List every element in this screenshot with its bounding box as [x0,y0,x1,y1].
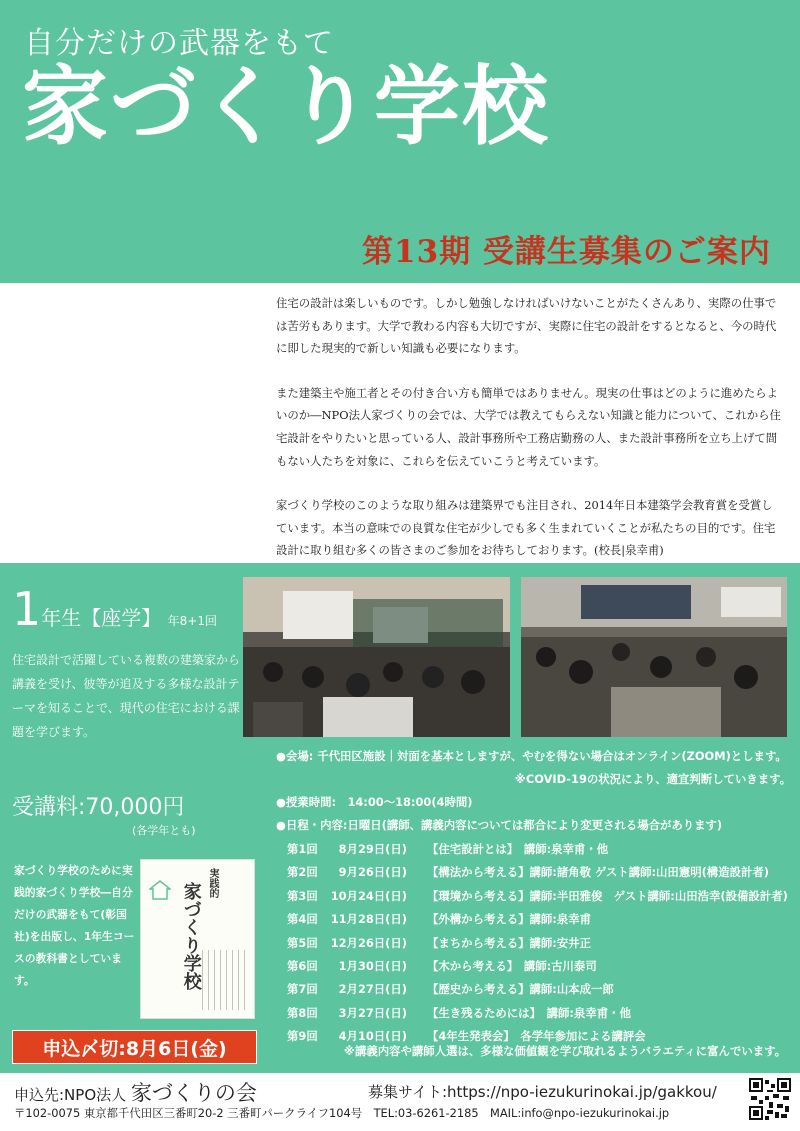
lecture-photo-1 [243,577,510,737]
apply-to [14,1077,257,1107]
book-cover [140,859,255,1019]
recruit-heading: 第13期 受講生募集のご案内 [362,234,771,270]
schedule-note: ※講義内容や講師人選は、多様な価値観を学び取れるようバラエティに富んでいます。 [343,1044,786,1058]
page-title: 家づくり学校 [22,57,550,157]
deadline-badge: 申込〆切:8月6日(金) [12,1030,257,1064]
session-content: 【住宅設計とは】 講師:泉幸甫・他 [427,842,609,856]
session-date: 3月27日(日) [338,1005,407,1020]
session-content: 【環境から考える】講師:半田雅俊 ゲスト講師:山田浩幸(設備設計者) [427,888,788,903]
contact-address: 〒102-0075 東京都千代田区三番町20-2 三番町パークライフ104号 TEL:03-6261-2185 MAIL:info@npo-iezukurinokai.jp [14,1106,670,1120]
course-info [276,745,791,837]
intro-text [276,292,781,584]
session-no: 第5回 [287,935,318,950]
session-content: 【まちから考える】講師:安井正 [427,935,592,950]
course-grade [12,582,217,636]
class-time: ●授業時間: 14:00～18:00(4時間) [276,795,473,809]
intro-paragraph-1: 住宅の設計は楽しいものです。しかし勉強しなければいけないことがたくさんあり、実際の仕事では苦労もあります。大学で教わる内容も大切ですが、実際に住宅の設計をするとなると、今の時代に即した現実的で新しい知識も必要になります。 [276,296,777,356]
fee-note: (各学年とも) [132,824,196,837]
session-content: 【4年生発表会】 各学年参加による講評会 [427,1029,646,1044]
grade-label: 年生 [41,606,82,630]
session-no: 第6回 [287,958,318,973]
session-date: 9月26日(日) [338,865,407,880]
session-no: 第1回 [287,842,318,856]
session-date: 12月26日(日) [330,935,407,950]
qr-code-icon[interactable] [749,1078,791,1120]
session-no: 第9回 [287,1029,318,1044]
session-no: 第3回 [287,888,318,903]
session-content: 【木から考える】 講師:古川泰司 [427,958,597,973]
book-description: 家づくり学校のために実践的家づくり学校―自分だけの武器をもて(彰国社)を出版し、1年生コースの教科書としています。 [14,864,135,987]
lecture-photo-2 [521,577,787,737]
session-no: 第2回 [287,865,318,880]
session-date: 4月10日(日) [338,1029,407,1044]
schedule-row [287,955,788,978]
venue-line: ●会場: 千代田区施設｜対面を基本としますが、やむを得ない場合はオンライン(ZOOM)とします。 [276,749,787,763]
grade-number: 1 [12,582,42,636]
book-cover-small: 実践的 [207,868,218,898]
session-date: 8月29日(日) [338,842,407,856]
schedule-row [287,932,788,955]
schedule-list [287,838,788,1049]
session-content: 【構法から考える】講師:諸角敬 ゲスト講師:山田憲明(構造設計者) [427,865,769,880]
apply-org: 家づくりの会 [130,1081,257,1105]
apply-prefix: 申込先:NPO法人 [14,1086,127,1104]
course-count: 年8+1回 [167,614,217,628]
session-date: 1月30日(日) [338,958,407,973]
house-icon [149,880,171,900]
session-content: 【生き残るためには】 講師:泉幸甫・他 [427,1005,631,1020]
session-date: 2月27日(日) [338,982,407,997]
schedule-heading: ●日程・内容:日曜日(講師、講義内容については都合により変更される場合があります) [276,818,723,832]
subtitle: 自分だけの武器をもて [24,26,334,61]
intro-paragraph-2: また建築主や施工者とその付き合い方も簡単ではありません。現実の仕事はどのように進めたらよいのか―NPO法人家づくりの会では、大学では教えてもらえない知識と能力について、これから住宅設計をやりたいと思っている人、設計事務所や工務店勤務の人、また設計事務所を立ち上げて間もない人たちを対象に、これらを伝えていこうと考えています。 [276,385,781,468]
schedule-row [287,861,788,884]
session-no: 第4回 [287,912,318,927]
site-url[interactable]: 募集サイト:https://npo-iezukurinokai.jp/gakkou/ [368,1083,717,1101]
schedule-row [287,885,788,908]
session-date: 10月24日(日) [330,888,407,903]
intro-paragraph-3: 家づくり学校のこのような取り組みは建築界でも注目され、2014年日本建築学会教育賞を受賞しています。本当の意味での良質な住宅が少しでも多く生まれていくことが私たちの目的です。住宅設計に取り組む多くの皆さまのご参加をお待ちしております。(校長|泉幸甫) [276,498,776,558]
schedule-row [287,1002,788,1025]
session-content: 【外構から考える】講師:泉幸甫 [427,912,592,927]
schedule-row [287,838,788,861]
book-cover-title: 家づくり学校 [180,882,202,990]
schedule-row [287,908,788,931]
session-content: 【歴史から考える】講師:山本成一郎 [427,982,614,997]
session-date: 11月28日(日) [330,912,407,927]
fee-label: 受講料:70,000円 [12,795,185,820]
book-cover-text [202,950,248,1010]
covid-note: ※COVID-19の状況により、適宜判断していきます。 [514,772,791,786]
schedule-row [287,978,788,1001]
session-no: 第8回 [287,1005,318,1020]
course-type: 【座学】 [81,606,162,630]
course-description: 住宅設計で活躍している複数の建築家から講義を受け、彼等が追及する多様な設計テーマを知ることで、現代の住宅における課題を学びます。 [12,653,241,739]
session-no: 第7回 [287,982,318,997]
